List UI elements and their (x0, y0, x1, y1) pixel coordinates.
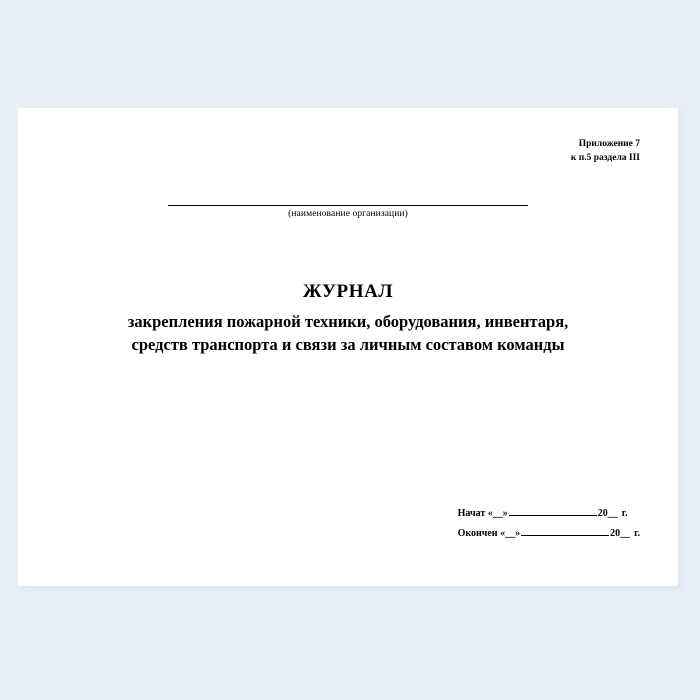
document-footer (458, 504, 640, 544)
started-year: 20__ (597, 508, 618, 519)
started-row (458, 504, 640, 524)
finished-label: Окончен «__» (457, 528, 521, 539)
organization-caption: (наименование организации) (288, 208, 408, 219)
document-title-block (56, 281, 640, 357)
page-title: ЖУРНАЛ (302, 280, 394, 302)
organization-fill-line[interactable] (168, 204, 528, 206)
started-fill-line[interactable] (509, 506, 597, 516)
appendix-line-2: к п.5 раздела III (570, 152, 640, 163)
title-subline-2: средств транспорта и связи за личным составом команды (131, 334, 565, 354)
appendix-line-1: Приложение 7 (578, 139, 640, 149)
finished-fill-line[interactable] (521, 526, 609, 536)
appendix-reference (56, 138, 640, 166)
finished-row (458, 524, 640, 544)
organization-block (56, 204, 640, 219)
title-subline-1: закрепления пожарной техники, оборудования, инвентаря, (127, 311, 569, 331)
started-suffix: г. (621, 508, 628, 519)
finished-suffix: г. (634, 528, 640, 539)
started-label: Начат «__» (457, 508, 508, 519)
finished-year: 20__ (610, 528, 631, 539)
document-page (18, 108, 678, 586)
